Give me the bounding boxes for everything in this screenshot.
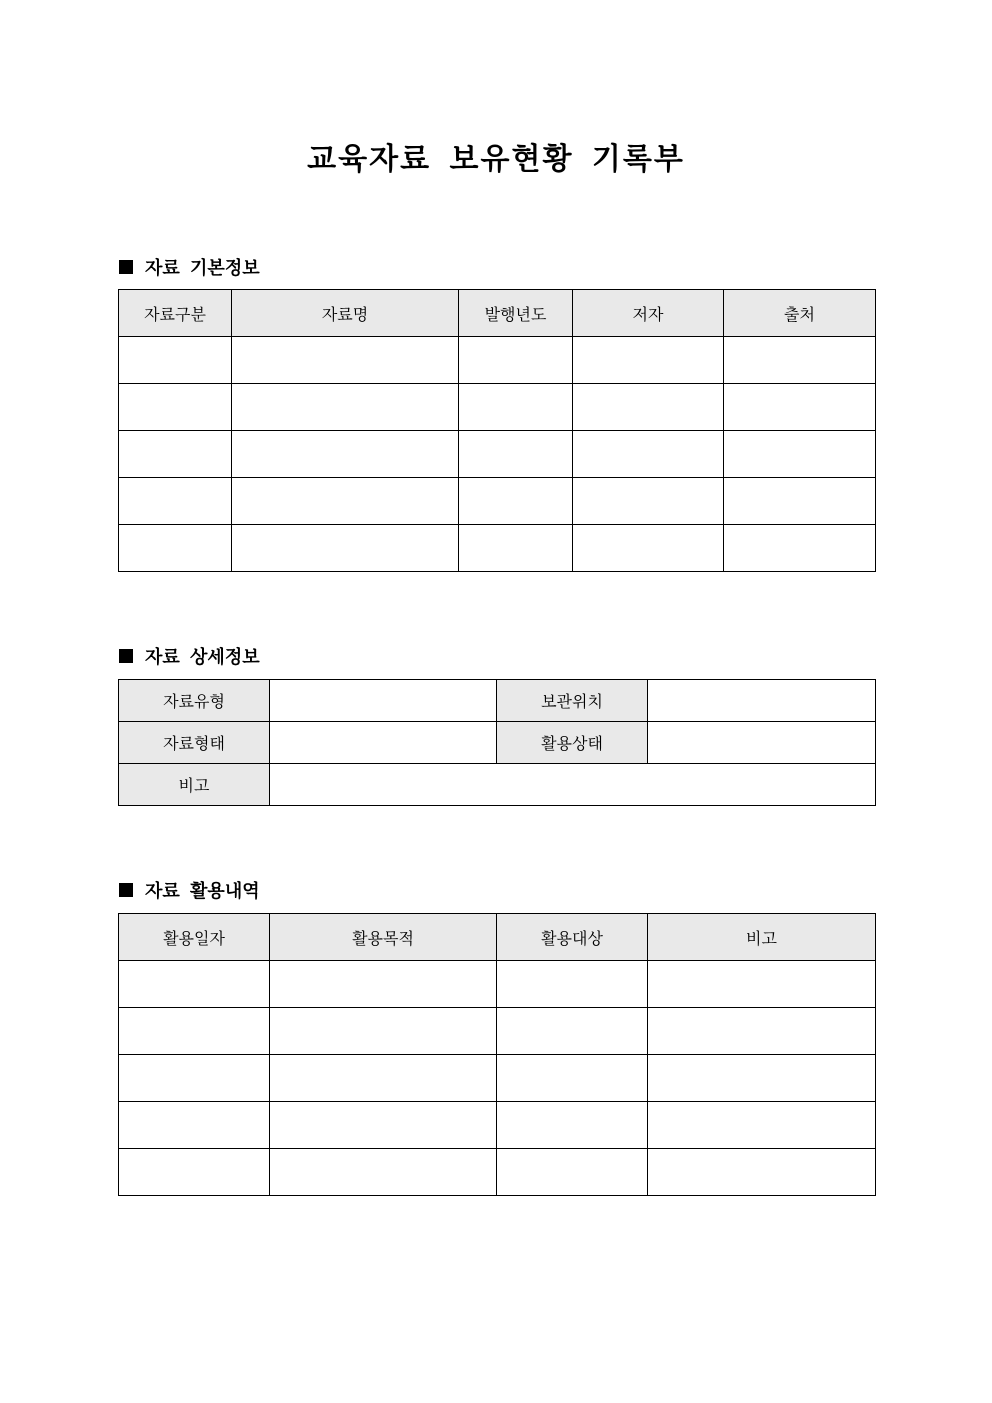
label-material-type: 자료유형 <box>119 680 270 722</box>
table-cell[interactable] <box>119 337 232 384</box>
table-cell[interactable] <box>232 431 459 478</box>
table-cell[interactable] <box>459 431 573 478</box>
table-cell[interactable] <box>648 1008 876 1055</box>
table-cell[interactable] <box>497 1008 648 1055</box>
section-heading-basic-text: 자료 기본정보 <box>145 258 260 279</box>
value-material-type[interactable] <box>270 680 497 722</box>
label-remarks: 비고 <box>119 764 270 806</box>
value-remarks[interactable] <box>270 764 876 806</box>
square-bullet-icon <box>119 260 133 274</box>
table-cell[interactable] <box>573 384 724 431</box>
table-row <box>119 680 876 722</box>
table-cell[interactable] <box>648 1149 876 1196</box>
section-heading-usage <box>119 877 260 903</box>
column-header-usage-date: 활용일자 <box>119 914 270 961</box>
table-cell[interactable] <box>119 1008 270 1055</box>
table-cell[interactable] <box>648 961 876 1008</box>
column-header-usage-target: 활용대상 <box>497 914 648 961</box>
section-heading-detail-text: 자료 상세정보 <box>145 647 260 668</box>
table-cell[interactable] <box>270 1149 497 1196</box>
table-row <box>119 1149 876 1196</box>
table-cell[interactable] <box>232 384 459 431</box>
square-bullet-icon <box>119 883 133 897</box>
table-row <box>119 722 876 764</box>
table-cell[interactable] <box>724 525 876 572</box>
table-cell[interactable] <box>724 478 876 525</box>
table-cell[interactable] <box>270 1102 497 1149</box>
detail-info-table <box>118 679 876 806</box>
table-cell[interactable] <box>119 384 232 431</box>
table-row <box>119 1008 876 1055</box>
table-cell[interactable] <box>232 337 459 384</box>
table-cell[interactable] <box>232 525 459 572</box>
section-heading-basic <box>119 254 260 280</box>
table-cell[interactable] <box>270 1008 497 1055</box>
usage-history-table <box>118 913 876 1196</box>
table-cell[interactable] <box>232 478 459 525</box>
table-cell[interactable] <box>573 478 724 525</box>
table-cell[interactable] <box>119 525 232 572</box>
table-cell[interactable] <box>119 478 232 525</box>
table-row <box>119 478 876 525</box>
label-storage-location: 보관위치 <box>497 680 648 722</box>
table-row <box>119 1055 876 1102</box>
table-cell[interactable] <box>459 525 573 572</box>
table-row <box>119 384 876 431</box>
table-cell[interactable] <box>119 431 232 478</box>
table-cell[interactable] <box>119 961 270 1008</box>
table-cell[interactable] <box>497 961 648 1008</box>
column-header-name: 자료명 <box>232 290 459 337</box>
table-row <box>119 961 876 1008</box>
table-cell[interactable] <box>573 431 724 478</box>
table-cell[interactable] <box>648 1055 876 1102</box>
value-material-form[interactable] <box>270 722 497 764</box>
column-header-category: 자료구분 <box>119 290 232 337</box>
value-storage-location[interactable] <box>648 680 876 722</box>
table-cell[interactable] <box>497 1055 648 1102</box>
column-header-year: 발행년도 <box>459 290 573 337</box>
table-cell[interactable] <box>119 1055 270 1102</box>
column-header-author: 저자 <box>573 290 724 337</box>
table-cell[interactable] <box>459 337 573 384</box>
table-cell[interactable] <box>724 337 876 384</box>
basic-info-table <box>118 289 876 572</box>
table-cell[interactable] <box>497 1149 648 1196</box>
table-cell[interactable] <box>270 961 497 1008</box>
page-title: 교육자료 보유현황 기록부 <box>307 142 685 177</box>
table-cell[interactable] <box>119 1102 270 1149</box>
label-material-form: 자료형태 <box>119 722 270 764</box>
table-cell[interactable] <box>648 1102 876 1149</box>
table-row <box>119 764 876 806</box>
table-row <box>119 1102 876 1149</box>
section-heading-detail <box>119 643 260 669</box>
table-row <box>119 337 876 384</box>
table-row <box>119 431 876 478</box>
table-cell[interactable] <box>724 384 876 431</box>
table-header-row <box>119 290 876 337</box>
table-cell[interactable] <box>459 478 573 525</box>
square-bullet-icon <box>119 649 133 663</box>
column-header-usage-purpose: 활용목적 <box>270 914 497 961</box>
label-usage-status: 활용상태 <box>497 722 648 764</box>
column-header-remarks: 비고 <box>648 914 876 961</box>
table-cell[interactable] <box>497 1102 648 1149</box>
table-cell[interactable] <box>459 384 573 431</box>
table-row <box>119 525 876 572</box>
column-header-source: 출처 <box>724 290 876 337</box>
table-cell[interactable] <box>573 525 724 572</box>
table-cell[interactable] <box>270 1055 497 1102</box>
table-cell[interactable] <box>119 1149 270 1196</box>
table-cell[interactable] <box>573 337 724 384</box>
value-usage-status[interactable] <box>648 722 876 764</box>
table-header-row <box>119 914 876 961</box>
section-heading-usage-text: 자료 활용내역 <box>145 881 260 902</box>
table-cell[interactable] <box>724 431 876 478</box>
